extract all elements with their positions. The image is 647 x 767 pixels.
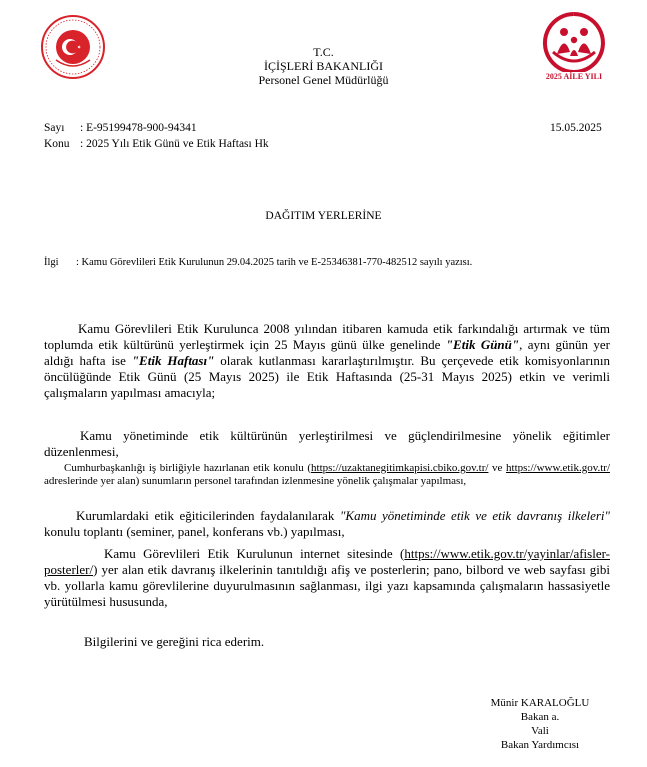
etik-haftasi-emphasis: "Etik Haftası" (131, 353, 215, 368)
intro-text-e: olarak kutlanması kararlaştırılmıştır. Bu çerçevede etik komisyonlarının öncülüğünde Etik Günü (25 Mayıs 2025) ile Etik Haftasında (25-31 Mayıs 2025) etkin ve verimli çalışmaların yapılması amacıyla; (44, 353, 610, 400)
paragraph-closing: Bilgilerini ve gereğini rica ederim. (84, 634, 265, 649)
meetings-text-c: konulu toplantı (seminer, panel, konferans vb.) yapılması, (44, 524, 345, 539)
posters-text-b: ) yer alan etik davranış ilkelerinin tanıtıldığı afiş ve posterlerin; pano, bilbord ve web sayfası gibi vb. yollarla kamu görevlilerine duyurulmasının sağlanması, ilgi yazı kapsamında çalışmaların hassasiyetle yürütülmesi hususunda, (44, 562, 610, 609)
signature-line3: Vali (531, 725, 549, 737)
konu-value: : 2025 Yılı Etik Günü ve Etik Haftası Hk (80, 138, 269, 150)
org-line1: T.C. (313, 45, 334, 59)
etik-gov-link[interactable]: https://www.etik.gov.tr/ (506, 462, 610, 474)
intro-text-c: , aynı günün yer aldığı hafta ise (44, 337, 610, 368)
signature-name: Münir KARALOĞLU (490, 697, 590, 709)
signature-title: Bakan Yardımcısı (500, 739, 580, 751)
posters-text-a: Kamu Görevlileri Etik Kurulunun internet sitesinde ( (104, 546, 405, 561)
konu-label: Konu (44, 138, 70, 150)
org-line3: Personel Genel Müdürlüğü (258, 73, 389, 87)
etik-gunu-emphasis: "Etik Günü" (445, 337, 520, 352)
uzaktan-egitim-link[interactable]: https://uzaktanegitimkapisi.cbiko.gov.tr/ (311, 462, 489, 474)
presentations-text-c: adreslerinde yer alan) sunumların personel tarafından izlenmesine yönelik çalışmalar yapılması, (44, 475, 467, 487)
paragraph-posters (44, 546, 610, 610)
document-date: 15.05.2025 (550, 122, 602, 134)
sayi-label: Sayı (44, 122, 65, 134)
presentations-text-b: ve (488, 462, 507, 474)
recipient: DAĞITIM YERLERİNE (265, 210, 382, 222)
paragraph-training: Kamu yönetiminde etik kültürünün yerleştirilmesi ve güçlendirilmesine yönelik eğitimler düzenlenmesi, (44, 428, 610, 459)
logo-text: 2025 AİLE YILI (545, 72, 603, 81)
ilgi-label: İlgi (44, 257, 59, 268)
meetings-text-a: Kurumlardaki etik eğiticilerinden faydalanılarak (76, 508, 340, 523)
paragraph-presentations (44, 462, 610, 488)
presentations-text-a: Cumhurbaşkanlığı iş birliğiyle hazırlanan etik konulu ( (64, 462, 312, 474)
family-year-emblem-icon (537, 10, 611, 72)
meetings-topic-emphasis: "Kamu yönetiminde etik ve etik davranış ilkeleri" (339, 508, 610, 523)
intro-text-a: Kamu Görevlileri Etik Kurulunca 2008 yılından itibaren kamuda etik farkındalığı artırmak ve tüm toplumda etik kültürünü yerleştirmek için 25 Mayıs günü ülke genelinde (44, 321, 610, 352)
paragraph-intro (44, 321, 610, 401)
org-line2: İÇİŞLERİ BAKANLIĞI (264, 59, 383, 73)
family-year-logo (537, 10, 611, 86)
afisler-posterler-link[interactable]: https://www.etik.gov.tr/yayinlar/afisler-posterler/ (44, 546, 610, 577)
paragraph-meetings (44, 508, 610, 540)
ilgi-value: : Kamu Görevlileri Etik Kurulunun 29.04.2025 tarih ve E-25346381-770-482512 sayılı yazısı. (76, 257, 473, 268)
sayi-value: : E-95199478-900-94341 (80, 122, 197, 134)
signature-line2: Bakan a. (520, 711, 560, 723)
